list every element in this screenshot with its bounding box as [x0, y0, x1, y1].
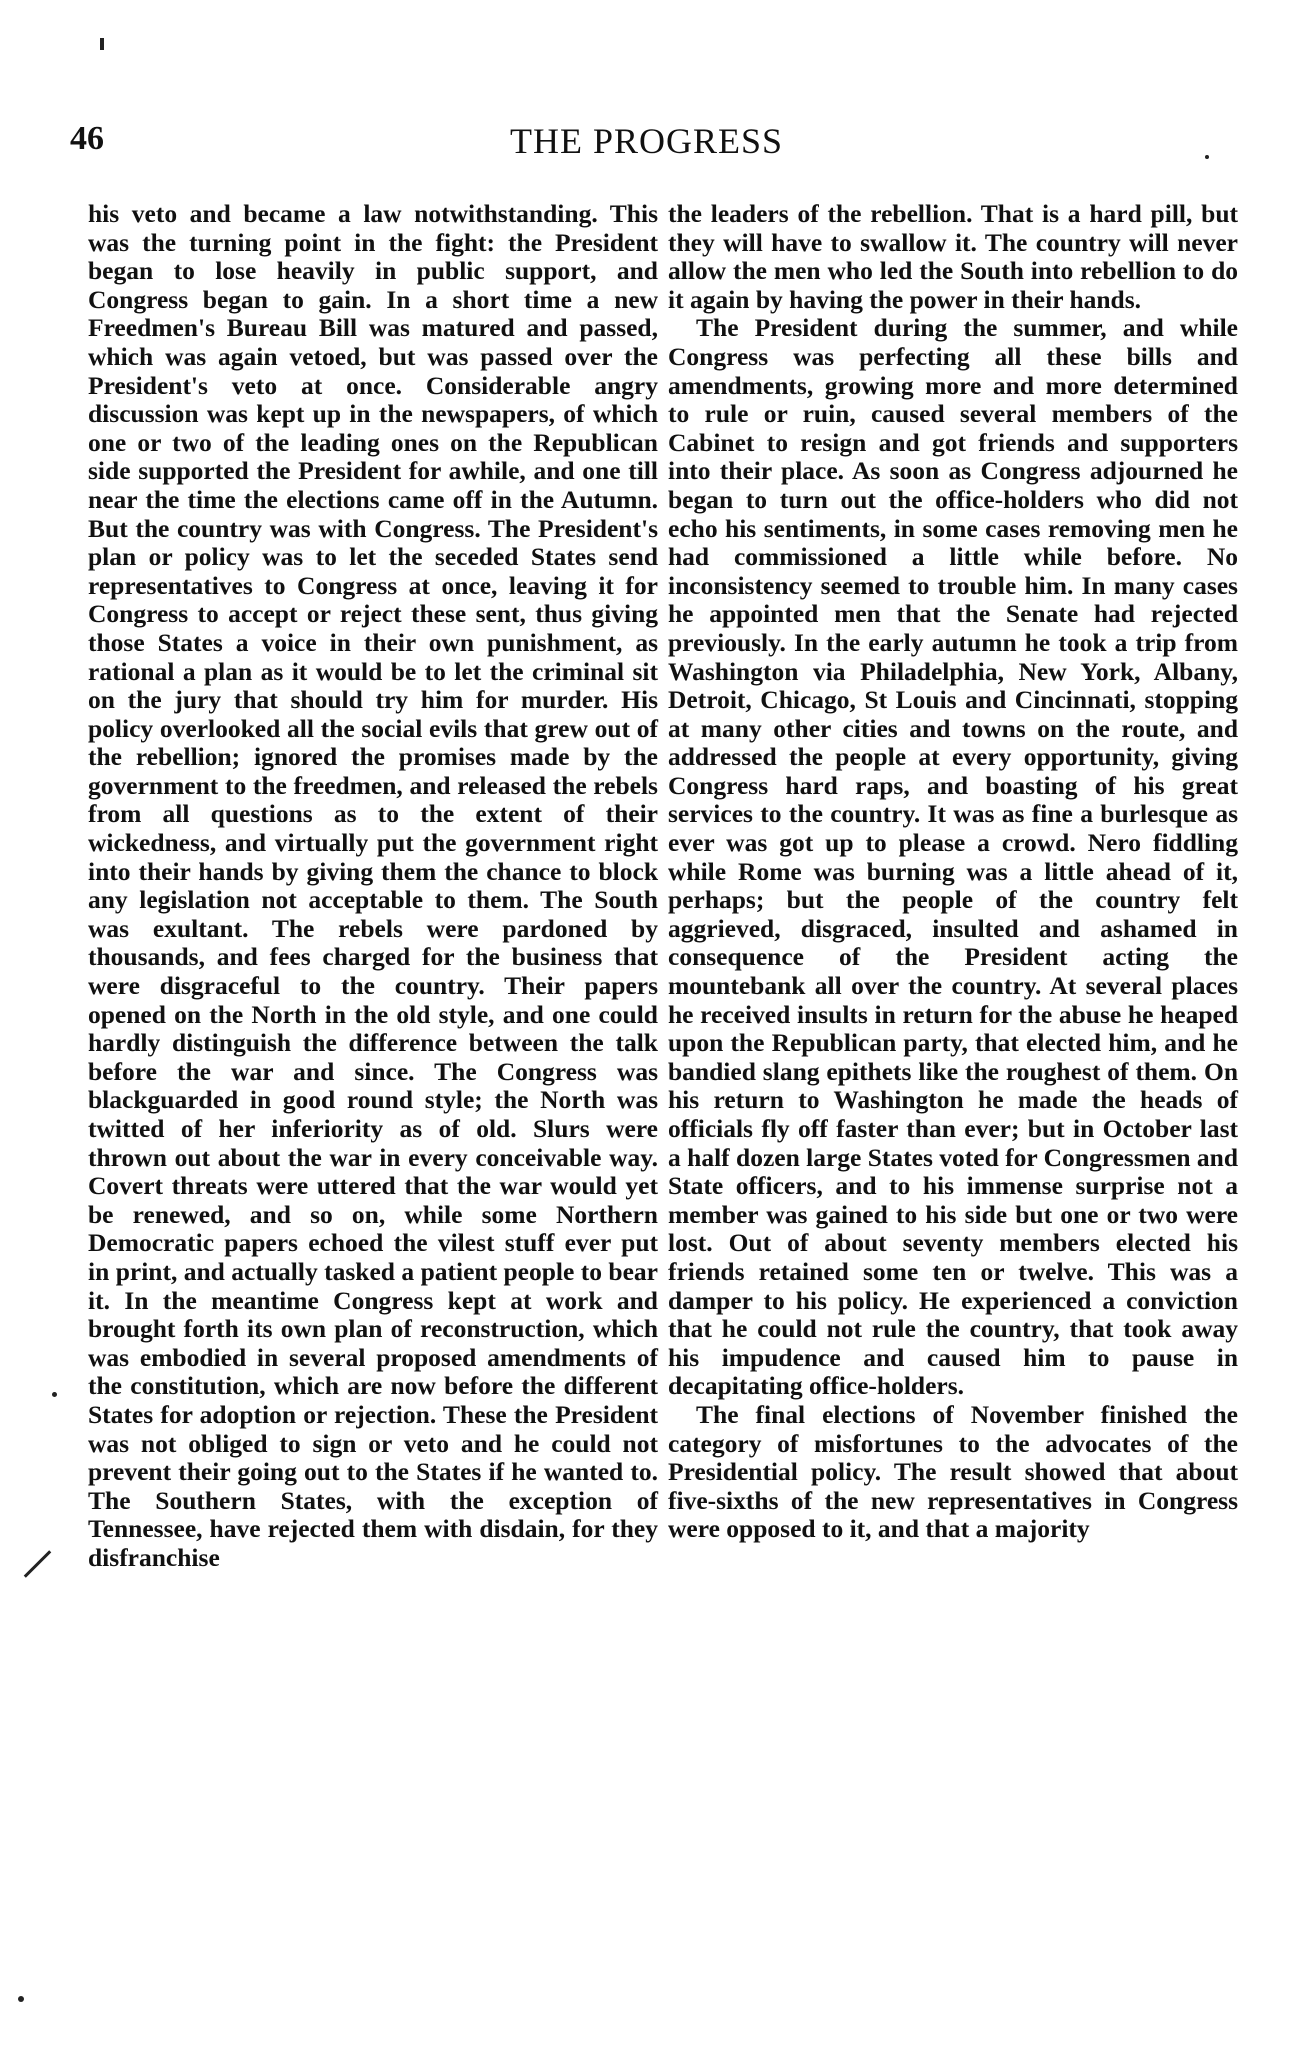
page-number: 46: [70, 120, 104, 157]
left-paragraph-1: his veto and became a law notwithstanding. This was the turning point in the fight: the President began to lose heavily in public support, and Congress began to gain. In a short time a new Freedmen's Bureau Bill was matured and passed, which was again vetoed, but was passed over the President's veto at once. Considerable angry discussion was kept up in the newspapers, of which one or two of the leading ones on the Republican side supported the President for awhile, and one till near the time the elections came off in the Autumn. But the country was with Congress. The President's plan or policy was to let the seceded States send representatives to Congress at once, leaving it for Congress to accept or reject these sent, thus giving those States a voice in their own punishment, as rational a plan as it would be to let the criminal sit on the jury that should try him for murder. His policy overlooked all the social evils that grew out of the rebellion; ignored the promises made by the government to the freedmen, and released the rebels from all questions as to the extent of their wickedness, and virtually put the government right into their hands by giving them the chance to block any legislation not acceptable to them. The South was exultant. The rebels were pardoned by thousands, and fees charged for the business that were disgraceful to the country. Their papers opened on the North in the old style, and one could hardly distinguish the difference between the talk before the war and since. The Congress was blackguarded in good round style; the North was twitted of her inferiority as of old. Slurs were thrown out about the war in every conceivable way. Covert threats were uttered that the war would yet be renewed, and so on, while some Northern Democratic papers echoed the vilest stuff ever put in print, and actually tasked a patient people to bear it. In the meantime Congress kept at work and brought forth its own plan of reconstruction, which was embodied in several proposed amendments of the constitution, which are now before the different States for adoption or rejection. These the President was not obliged to sign or veto and he could not prevent their going out to the States if he wanted to. The Southern States, with the exception of Tennessee, have rejected them with disdain, for they disfranchise: [88, 199, 658, 1572]
stray-dot-bottom: [18, 1996, 24, 2002]
left-column: [88, 200, 658, 1573]
right-paragraph-3: The final elections of November finished the category of misfortunes to the advocates of the Presidential policy. The result showed that about five-sixths of the new representatives in Congress were opposed to it, and that a majority: [668, 1399, 1238, 1544]
right-paragraph-1: the leaders of the rebellion. That is a hard pill, but they will have to swallow it. The country will never allow the men who led the South into rebellion to do it again by having the power in their hands.: [668, 199, 1238, 314]
right-column: [668, 200, 1238, 1544]
page-header: [70, 120, 1240, 170]
stray-slash-mark: [24, 1550, 52, 1578]
stray-mark-top: [100, 38, 104, 50]
stray-dot-left: [52, 1392, 57, 1397]
right-paragraph-2: The President during the summer, and while Congress was perfecting all these bills and amendments, growing more and more determined to rule or ruin, caused several members of the Cabinet to resign and got friends and supporters into their place. As soon as Congress adjourned he began to turn out the office-holders who did not echo his sentiments, in some cases removing men he had commissioned a little while before. No inconsistency seemed to trouble him. In many cases he appointed men that the Senate had rejected previously. In the early autumn he took a trip from Washington via Philadelphia, New York, Albany, Detroit, Chicago, St Louis and Cincinnati, stopping at many other cities and towns on the route, and addressed the people at every opportunity, giving Congress hard raps, and boasting of his great services to the country. It was as fine a burlesque as ever was got up to please a crowd. Nero fiddling while Rome was burning was a little ahead of it, perhaps; but the people of the country felt aggrieved, disgraced, insulted and ashamed in consequence of the President acting the mountebank all over the country. At several places he received insults in return for the abuse he heaped upon the Republican party, that elected him, and he bandied slang epithets like the roughest of them. On his return to Washington he made the heads of officials fly off faster than ever; but in October last a half dozen large States voted for Congressmen and State officers, and to his immense surprise not a member was gained to his side but one or two were lost. Out of about seventy members elected his friends retained some ten or twelve. This was a damper to his policy. He experienced a conviction that he could not rule the country, that took away his impudence and caused him to pause in decapitating office-holders.: [668, 313, 1238, 1401]
running-head: THE PROGRESS: [510, 121, 784, 161]
